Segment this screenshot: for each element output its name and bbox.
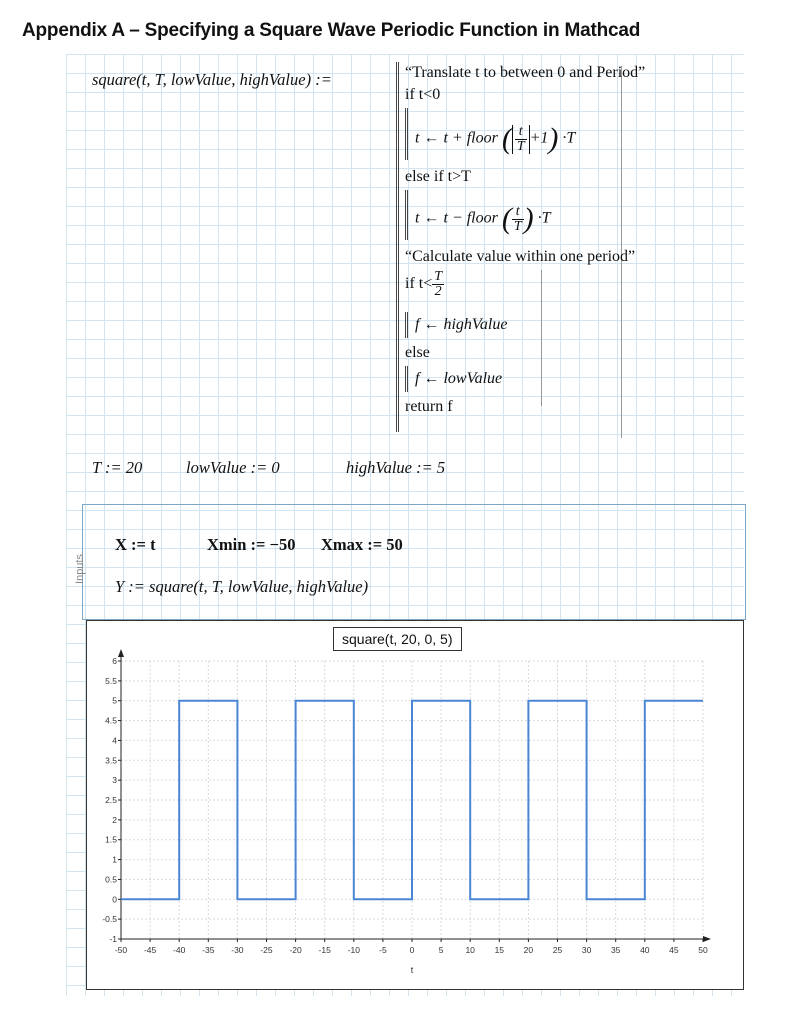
assign-low: f ← lowValue [415,370,503,387]
x-tick-label: -25 [260,945,273,955]
y-tick-label: 5 [112,695,117,706]
inner-block-4 [405,366,408,392]
inputs-label: Inputs [73,554,86,584]
x-tick-label: 40 [640,945,650,955]
if2-den: 2 [434,284,442,299]
y-tick-label: -0.5 [102,914,117,925]
x-definition[interactable]: X := t [115,535,156,554]
x-tick-label: -50 [114,945,128,955]
x-tick-label: -20 [289,945,302,955]
assign1-paren-close: ) [548,122,559,155]
y-tick-label: 5.5 [105,675,117,686]
if2-fraction [432,270,444,299]
x-tick-label: -15 [318,945,331,955]
y-tick-label: 4 [112,735,117,746]
assign2-den: T [513,218,522,234]
if-t-less-half [405,270,444,299]
x-tick-label: -5 [379,945,387,955]
assign2-fraction [512,205,524,234]
y-tick-label: 4.5 [105,715,117,726]
comment-calculate: “Calculate value within one period” [405,248,636,265]
assign-translate-1 [415,122,575,156]
page-heading: Appendix A – Specifying a Square Wave Periodic Function in Mathcad [22,20,641,41]
assign1-abs [512,125,530,154]
assign2-paren-close: ) [523,202,534,235]
x-tick-label: 45 [669,945,679,955]
if2-num: T [434,269,443,284]
const-T[interactable]: T := 20 [92,458,143,477]
x-tick-label: 30 [581,945,592,955]
assign-high: f ← highValue [415,316,508,333]
x-tick-label: -35 [202,945,215,955]
assign2-right: ·T [537,209,551,227]
x-axis-arrow [703,936,711,942]
y-tick-label: 0 [112,894,117,905]
y-tick-label: 2 [112,814,117,825]
xmax-definition[interactable]: Xmax := 50 [321,535,403,554]
y-tick-label: 3 [112,775,117,786]
assign1-right: ·T [562,129,576,147]
const-low[interactable]: lowValue := 0 [186,458,280,477]
assign1-left: t ← t + floor [415,129,498,147]
x-tick-label: 50 [698,945,708,955]
inputs-area[interactable] [73,504,746,620]
if-t-negative: if t<0 [405,86,441,103]
y-tick-label: 2.5 [105,795,117,805]
x-tick-label: -45 [143,945,157,955]
if2-divider [541,270,542,406]
y-definition[interactable]: Y := square(t, T, lowValue, highValue) [115,577,369,596]
worksheet[interactable] [66,54,744,996]
assign-translate-2 [415,202,551,236]
inner-block-1 [405,108,408,160]
assign1-paren-open: ( [501,122,512,155]
plot-title: square(t, 20, 0, 5) [333,627,462,651]
function-signature[interactable]: square(t, T, lowValue, highValue) := [92,70,332,89]
x-tick-label: -30 [231,945,244,955]
else-if-t-greater: else if t>T [405,168,471,185]
assign2-paren-open: ( [501,202,512,235]
assign1-fraction [515,125,527,154]
assign2-left: t ← t − floor [415,209,498,227]
x-axis-label: t [410,965,414,975]
y-tick-label: -1 [109,934,117,944]
const-high[interactable]: highValue := 5 [346,458,446,477]
y-tick-label: 6 [112,656,117,666]
assign1-num: t [515,125,527,140]
assign1-den: T [516,138,525,154]
x-tick-label: 25 [552,945,563,955]
x-tick-label: 5 [438,945,444,955]
x-tick-label: 15 [494,945,505,955]
xmin-definition[interactable]: Xmin := −50 [207,535,296,554]
if2-prefix: if t< [405,275,433,293]
y-tick-label: 3.5 [105,755,117,766]
inner-block-3 [405,312,408,338]
x-tick-label: 35 [610,945,621,955]
assign1-plus: +1 [529,129,549,147]
square-wave-chart[interactable] [87,621,743,989]
y-tick-label: 1 [112,854,117,865]
program-block[interactable] [396,62,723,432]
x-tick-label: 10 [465,945,475,955]
x-tick-label: 20 [523,945,534,955]
x-tick-label: -40 [173,945,186,955]
return-statement: return f [405,398,453,415]
y-tick-label: 1.5 [105,834,117,845]
inner-block-2 [405,190,408,240]
y-axis-arrow [118,649,124,657]
x-tick-label: 0 [409,945,415,955]
comment-translate: “Translate t to between 0 and Period” [405,64,646,81]
plot-region[interactable] [86,620,744,990]
assign2-num: t [512,205,524,220]
x-tick-label: -10 [347,945,360,955]
else-branch: else [405,344,430,361]
y-tick-label: 0.5 [105,874,117,885]
